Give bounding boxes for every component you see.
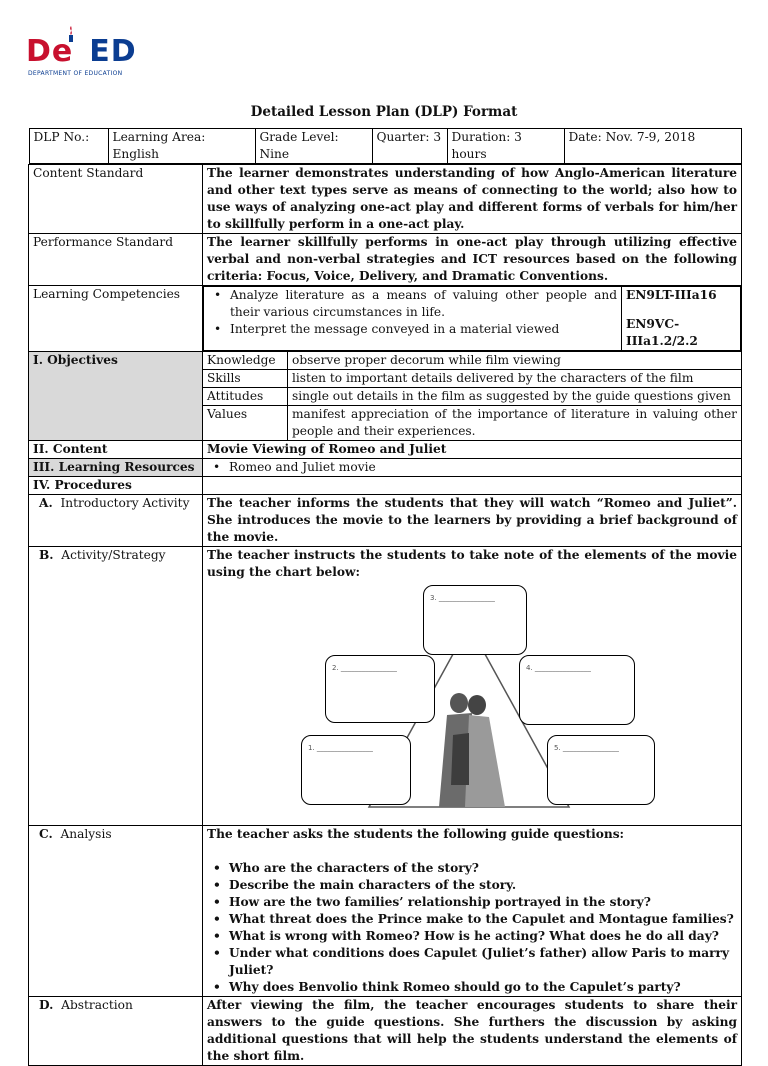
guide-question: • What is wrong with Romeo? How is he acting? What does he do all day? [229, 928, 737, 945]
learning-area: Learning Area: English [108, 129, 255, 164]
resources-list [207, 459, 737, 476]
intro-letter: A. [39, 496, 53, 510]
resources-label: III. Learning Resources [29, 459, 203, 477]
content-text: Movie Viewing of Romeo and Juliet [203, 441, 742, 459]
performance-standard-text: The learner skillfully performs in one-act play through utilizing effective verbal and non-verbal strategies and ICT resources based on the following criteria: Focus, Voice, Delivery, and Dramatic Conventions. [203, 234, 742, 286]
competency-item: • Analyze literature as a means of valuing other people and their various circumstances in life. [230, 287, 617, 321]
chart-box-1[interactable]: 1. ________________ [301, 735, 411, 805]
activity-label: Activity/Strategy [61, 548, 166, 562]
analysis-row [29, 826, 742, 997]
competency-code-1: EN9LT-IIIa16 [626, 288, 717, 302]
guide-question: • Why does Benvolio think Romeo should go to the Capulet’s party? [229, 979, 737, 996]
abstraction-label: Abstraction [61, 998, 133, 1012]
chart-box-5[interactable]: 5. ________________ [547, 735, 655, 805]
guide-question: • Under what conditions does Capulet (Juliet’s father) allow Paris to marry Juliet? [229, 945, 737, 979]
performance-standard-row [29, 234, 742, 286]
content-standard-row [29, 165, 742, 234]
content-standard-label: Content Standard [29, 165, 203, 234]
guide-question: • How are the two families’ relationship portrayed in the story? [229, 894, 737, 911]
duration: Duration: 3 hours [447, 129, 564, 164]
competencies-row [29, 286, 742, 352]
chart-box-2[interactable]: 2. ________________ [325, 655, 435, 723]
analysis-letter: C. [39, 827, 53, 841]
document-title: Detailed Lesson Plan (DLP) Format [250, 104, 518, 120]
logo-text: De ED [26, 34, 137, 69]
objective-value: listen to important details delivered by the characters of the film [288, 370, 742, 388]
deped-logo [26, 26, 156, 82]
competencies-label: Learning Competencies [29, 286, 203, 352]
objective-row [203, 370, 741, 388]
objectives-label: I. Objectives [29, 352, 203, 441]
guide-question: • Who are the characters of the story? [229, 860, 737, 877]
performance-standard-label: Performance Standard [29, 234, 203, 286]
content-standard-text: The learner demonstrates understanding of how Anglo-American literature and other text types serve as means of connecting to the world; also how to use ways of analyzing one-act play and different forms of verbals for him/her to skillfully perform in a one-act play. [203, 165, 742, 234]
guide-question: • What threat does the Prince make to the Capulet and Montague families? [229, 911, 737, 928]
quarter: Quarter: 3 [372, 129, 447, 164]
objective-value: manifest appreciation of the importance of literature in valuing other people and their experiences. [288, 406, 742, 441]
procedures-row [29, 477, 742, 495]
intro-row [29, 495, 742, 547]
competency-item: • Interpret the message conveyed in a material viewed [230, 321, 617, 338]
competency-code-2: EN9VC-IIIa1.2/2.2 [626, 317, 698, 348]
abstraction-letter: D. [39, 998, 54, 1012]
analysis-intro: The teacher asks the students the following guide questions: [207, 827, 625, 841]
guide-questions-list [207, 860, 737, 996]
content-label: II. Content [29, 441, 203, 459]
grade-level: Grade Level: Nine [255, 129, 372, 164]
resources-row [29, 459, 742, 477]
abstraction-text: After viewing the film, the teacher encourages students to share their answers to the guide questions. She furthers the discussion by asking additional questions that will help the students understand the elements of the short film. [203, 997, 742, 1066]
elements-chart [207, 585, 737, 825]
objective-key: Skills [203, 370, 288, 388]
objective-key: Attitudes [203, 388, 288, 406]
objectives-row [29, 352, 742, 441]
intro-text: The teacher informs the students that they will watch “Romeo and Juliet”. She introduces the movie to the learners by providing a brief background of the movie. [203, 495, 742, 547]
competencies-list [208, 287, 617, 338]
logo-subtitle: DEPARTMENT OF EDUCATION [28, 70, 123, 77]
chart-box-3[interactable]: 3. ________________ [423, 585, 527, 655]
objective-row [203, 406, 741, 441]
guide-question: • Describe the main characters of the story. [229, 877, 737, 894]
intro-label: Introductory Activity [60, 496, 190, 510]
objective-value: single out details in the film as suggested by the guide questions given [288, 388, 742, 406]
activity-text: The teacher instructs the students to take note of the elements of the movie using the chart below: [207, 548, 737, 579]
activity-row [29, 547, 742, 826]
objective-row [203, 388, 741, 406]
lesson-plan-table [28, 128, 742, 1066]
procedures-label: IV. Procedures [29, 477, 203, 495]
couple-illustration [439, 693, 505, 807]
objective-value: observe proper decorum while film viewing [288, 352, 742, 370]
date: Date: Nov. 7-9, 2018 [564, 129, 741, 164]
objective-key: Knowledge [203, 352, 288, 370]
dlp-no: DLP No.: [29, 129, 108, 164]
objective-row [203, 352, 741, 370]
content-row [29, 441, 742, 459]
objective-key: Values [203, 406, 288, 441]
resource-item: • Romeo and Juliet movie [229, 459, 737, 476]
chart-box-4[interactable]: 4. ________________ [519, 655, 635, 725]
abstraction-row [29, 997, 742, 1066]
activity-letter: B. [39, 548, 54, 562]
analysis-label: Analysis [60, 827, 112, 841]
header-row [29, 128, 742, 165]
